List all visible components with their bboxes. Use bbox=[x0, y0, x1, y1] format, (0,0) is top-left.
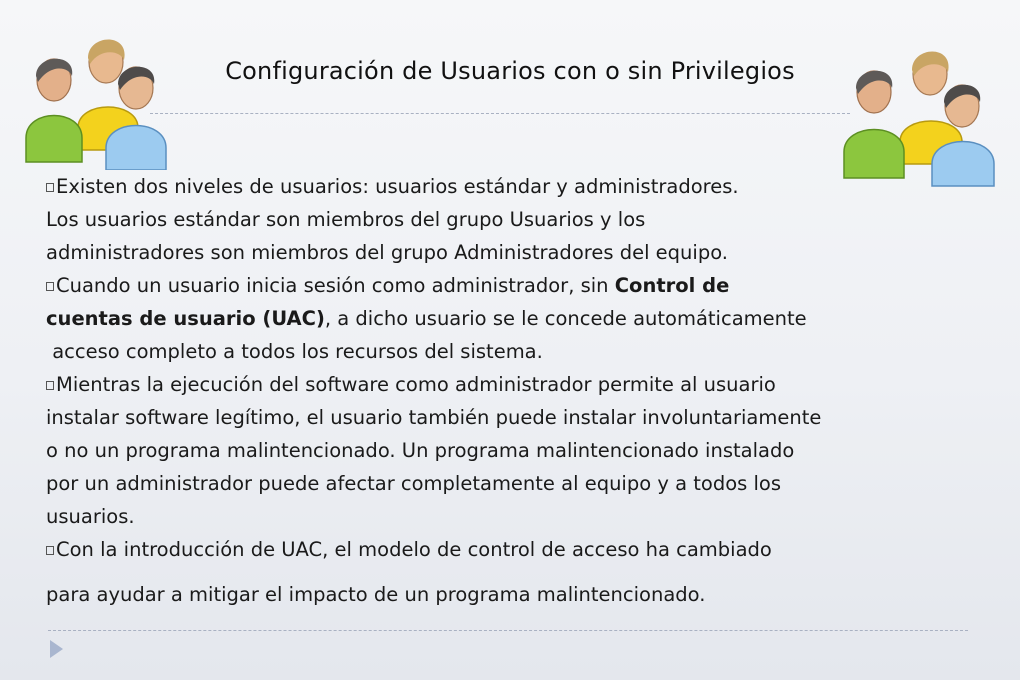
text-line: para ayudar a mitigar el impacto de un programa malintencionado. bbox=[46, 583, 706, 606]
text-line: Con la introducción de UAC, el modelo de control de acceso ha cambiado bbox=[56, 538, 772, 561]
page-title: Configuración de Usuarios con o sin Privilegios bbox=[225, 57, 795, 85]
text-line: instalar software legítimo, el usuario también puede instalar involuntariamente bbox=[46, 406, 822, 429]
bold-term: Control de bbox=[614, 274, 730, 297]
paragraph bbox=[46, 269, 976, 302]
bold-term: cuentas de usuario (UAC) bbox=[46, 307, 325, 330]
paragraph bbox=[46, 302, 976, 335]
title-divider bbox=[150, 113, 850, 114]
text-line: usuarios. bbox=[46, 505, 135, 528]
text-line: Cuando un usuario inicia sesión como administrador, sin bbox=[56, 274, 615, 297]
paragraph bbox=[46, 500, 976, 533]
text-line: o no un programa malintencionado. Un programa malintencionado instalado bbox=[46, 439, 795, 462]
users-group-icon bbox=[20, 20, 170, 170]
text-line: acceso completo a todos los recursos del sistema. bbox=[46, 340, 543, 363]
bullet-icon bbox=[46, 183, 54, 192]
paragraph bbox=[46, 236, 976, 269]
paragraph bbox=[46, 401, 976, 434]
paragraph bbox=[46, 203, 976, 236]
paragraph bbox=[46, 578, 976, 611]
paragraph bbox=[46, 467, 976, 500]
slide-body bbox=[46, 170, 976, 611]
bullet-icon bbox=[46, 282, 54, 291]
text-line: administradores son miembros del grupo Administradores del equipo. bbox=[46, 241, 728, 264]
triangle-arrow-icon bbox=[50, 640, 63, 658]
paragraph bbox=[46, 335, 976, 368]
bullet-icon bbox=[46, 381, 54, 390]
bullet-icon bbox=[46, 546, 54, 555]
paragraph bbox=[46, 434, 976, 467]
text-line: , a dicho usuario se le concede automáticamente bbox=[324, 307, 807, 330]
text-line: Los usuarios estándar son miembros del grupo Usuarios y los bbox=[46, 208, 646, 231]
text-line: por un administrador puede afectar completamente al equipo y a todos los bbox=[46, 472, 781, 495]
paragraph bbox=[46, 368, 976, 401]
text-line: Existen dos niveles de usuarios: usuarios estándar y administradores. bbox=[56, 175, 739, 198]
paragraph bbox=[46, 533, 976, 566]
text-line: Mientras la ejecución del software como administrador permite al usuario bbox=[56, 373, 776, 396]
footer-divider bbox=[48, 630, 968, 631]
paragraph bbox=[46, 170, 976, 203]
